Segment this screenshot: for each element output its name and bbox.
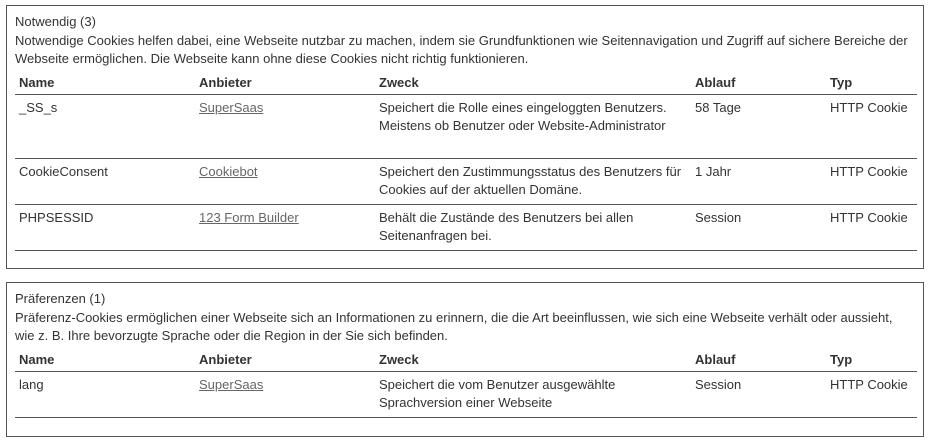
cookie-table [15,347,917,418]
cookie-category-preferences [6,282,924,437]
table-row [15,205,917,251]
cookie-table [15,70,917,251]
cookie-provider [199,209,375,227]
cookie-type: HTTP Cookie [830,164,908,179]
cookie-provider [199,99,375,117]
column-header-provider: Anbieter [199,75,252,90]
cookie-expiry: Session [695,210,742,225]
column-header-purpose: Zweck [379,352,419,367]
category-title: Präferenzen (1) [15,291,106,306]
cookie-name: _SS_s [19,100,58,115]
table-header [15,347,917,372]
column-header-name: Name [19,75,55,90]
cookie-name: lang [19,377,44,392]
table-row [15,372,917,418]
cookie-provider [199,376,375,394]
category-description: Notwendige Cookies helfen dabei, eine Webseite nutzbar zu machen, indem sie Grundfunktionen wie Seitennavigation und Zugriff auf sichere Bereiche der Webseite ermöglichen. Die Webseite kann ohne diese Cookies nicht richtig funktionieren. [15,33,908,66]
column-header-type: Typ [830,352,853,367]
cookie-purpose: Speichert die vom Benutzer ausgewählte Sprachversion einer Webseite [379,377,616,410]
cookie-category-necessary [6,5,924,269]
table-row [15,95,917,159]
cookie-expiry: Session [695,377,742,392]
cookie-name: CookieConsent [19,164,108,179]
cookie-purpose: Speichert die Rolle eines eingeloggten Benutzers. Meistens ob Benutzer oder Website-Administrator [379,100,667,133]
cookie-purpose: Behält die Zustände des Benutzers bei allen Seitenanfragen bei. [379,210,634,243]
column-header-purpose: Zweck [379,75,419,90]
provider-link[interactable]: Cookiebot [199,164,258,179]
column-header-expiry: Ablauf [695,75,736,90]
cookie-expiry: 1 Jahr [695,164,732,179]
cookie-provider [199,163,375,181]
cookie-name: PHPSESSID [19,210,94,225]
cookie-type: HTTP Cookie [830,100,908,115]
table-header [15,70,917,95]
cookie-purpose: Speichert den Zustimmungsstatus des Benutzers für Cookies auf der aktuellen Domäne. [379,164,682,197]
cookie-expiry: 58 Tage [695,100,742,115]
cookie-type: HTTP Cookie [830,210,908,225]
column-header-type: Typ [830,75,853,90]
cookie-type: HTTP Cookie [830,377,908,392]
column-header-provider: Anbieter [199,352,252,367]
provider-link[interactable]: 123 Form Builder [199,210,299,225]
provider-link[interactable]: SuperSaas [199,377,264,392]
table-row [15,159,917,205]
category-title: Notwendig (3) [15,14,96,29]
provider-link[interactable]: SuperSaas [199,100,264,115]
column-header-expiry: Ablauf [695,352,736,367]
category-description: Präferenz-Cookies ermöglichen einer Webseite sich an Informationen zu erinnern, die die Art beeinflussen, wie sich eine Webseite verhält oder aussieht, wie z. B. Ihre bevorzugte Sprache oder die Region in der Sie sich befinden. [15,310,893,343]
column-header-name: Name [19,352,55,367]
